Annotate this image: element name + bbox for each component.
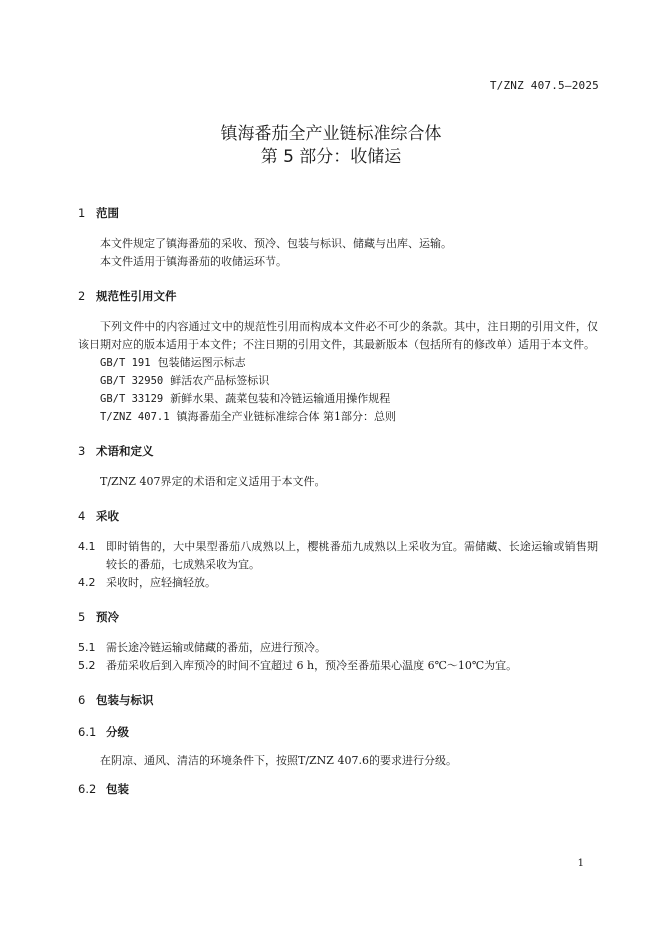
paragraph: 本文件规定了镇海番茄的采收、预冷、包装与标识、储藏与出库、运输。 — [100, 237, 452, 250]
document-code: T/ZNZ 407.5—2025 — [489, 79, 599, 92]
clause-number: 5.2 — [78, 659, 96, 672]
reference-code: GB/T 33129 — [100, 393, 164, 405]
clause-text: 需长途冷链运输或储藏的番茄，应进行预冷。 — [106, 641, 326, 654]
reference-code: GB/T 32950 — [100, 375, 164, 387]
reference-code: T/ZNZ 407.1 — [100, 411, 170, 423]
section-5-heading — [78, 609, 598, 626]
clause — [78, 639, 598, 657]
clause-number: 4.2 — [78, 576, 96, 589]
document-body — [78, 205, 598, 798]
section-title: 术语和定义 — [96, 444, 154, 458]
section-number: 3 — [78, 444, 86, 458]
reference-title: 镇海番茄全产业链标准综合体 第1部分：总则 — [176, 410, 397, 423]
section-1-heading — [78, 205, 598, 222]
section-number: 4 — [78, 509, 86, 523]
clause-text: 采收时，应轻摘轻放。 — [106, 576, 216, 589]
section-6-heading — [78, 692, 598, 709]
paragraph: T/ZNZ 407界定的术语和定义适用于本文件。 — [100, 475, 326, 488]
section-title: 采收 — [96, 509, 119, 523]
section-3-heading — [78, 443, 598, 460]
subsection-title: 分级 — [106, 725, 129, 739]
section-number: 2 — [78, 289, 86, 303]
reference-title: 包装储运图示标志 — [157, 356, 246, 369]
paragraph: 本文件适用于镇海番茄的收储运环节。 — [100, 255, 287, 268]
section-title: 包装与标识 — [96, 693, 154, 707]
section-title: 规范性引用文件 — [96, 289, 177, 303]
reference-code: GB/T 191 — [100, 357, 151, 369]
clause — [78, 538, 598, 574]
reference-item — [100, 408, 598, 426]
clause — [78, 574, 598, 592]
section-number: 1 — [78, 206, 86, 220]
clause-number: 4.1 — [78, 540, 96, 553]
section-2-heading — [78, 288, 598, 305]
section-number: 5 — [78, 610, 86, 624]
section-title: 预冷 — [96, 610, 119, 624]
subsection-6-1-heading — [78, 724, 598, 741]
reference-title: 新鲜水果、蔬菜包装和冷链运输通用操作规程 — [170, 392, 391, 405]
subsection-title: 包装 — [106, 782, 129, 796]
subsection-number: 6.2 — [78, 782, 97, 796]
reference-item — [100, 354, 598, 372]
page-number: 1 — [577, 858, 584, 869]
section-title: 范围 — [96, 206, 119, 220]
clause-text: 即时销售的，大中果型番茄八成熟以上，樱桃番茄九成熟以上采收为宜。需储藏、长途运输或销售期较长的番茄，七成熟采收为宜。 — [106, 540, 598, 571]
subsection-number: 6.1 — [78, 725, 97, 739]
clause-number: 5.1 — [78, 641, 96, 654]
reference-item — [100, 390, 598, 408]
document-title — [0, 123, 662, 169]
paragraph: 下列文件中的内容通过文中的规范性引用而构成本文件必不可少的条款。其中，注日期的引用文件，仅该日期对应的版本适用于本文件；不注日期的引用文件，其最新版本（包括所有的修改单）适用于本文件。 — [78, 320, 598, 351]
clause — [78, 657, 598, 675]
reference-title: 鲜活农产品标签标识 — [170, 374, 270, 387]
section-4-heading — [78, 508, 598, 525]
clause-text: 番茄采收后到入库预冷的时间不宜超过 6 h，预冷至番茄果心温度 6℃～10℃为宜。 — [106, 659, 518, 672]
title-line-2: 第 5 部分：收储运 — [260, 147, 402, 167]
title-line-1: 镇海番茄全产业链标准综合体 — [220, 124, 442, 144]
reference-item — [100, 372, 598, 390]
paragraph: 在阴凉、通风、清洁的环境条件下，按照T/ZNZ 407.6的要求进行分级。 — [100, 754, 457, 767]
subsection-6-2-heading — [78, 781, 598, 798]
section-number: 6 — [78, 693, 86, 707]
